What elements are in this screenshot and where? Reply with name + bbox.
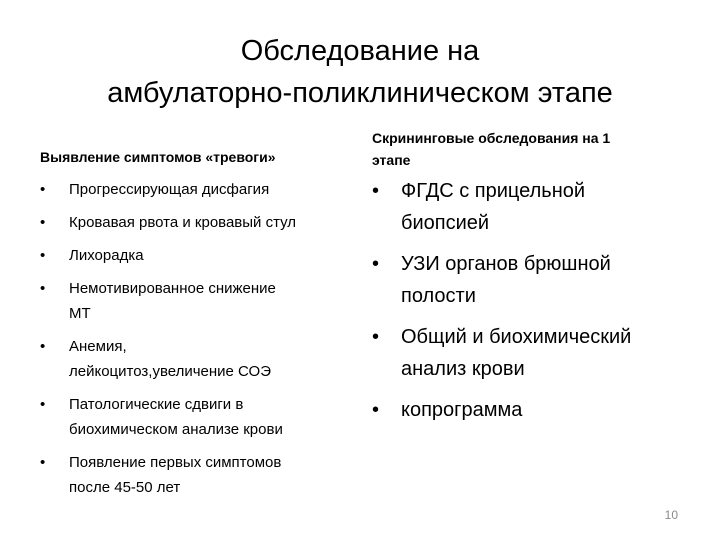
bullet-icon: • xyxy=(372,253,380,275)
list-item-text: лейкоцитоз,увеличение СОЭ xyxy=(69,363,271,380)
screening-list xyxy=(372,175,672,435)
bullet-icon: • xyxy=(40,214,46,231)
right-column-heading-line-2: этапе xyxy=(372,152,411,168)
bullet-icon: • xyxy=(372,399,380,421)
list-item-text: Патологические сдвиги в xyxy=(69,396,244,413)
list-item-text: копрограмма xyxy=(401,399,523,421)
list-item-text: Появление первых симптомов xyxy=(69,454,282,471)
list-item xyxy=(40,177,360,202)
list-item xyxy=(372,394,672,426)
bullet-icon: • xyxy=(40,454,46,471)
list-item-text: ФГДС с прицельной xyxy=(401,180,586,202)
list-item-text: УЗИ органов брюшной xyxy=(401,253,611,275)
list-item-text: полости xyxy=(401,285,476,307)
list-item xyxy=(40,392,360,442)
slide-title-line-2: амбулаторно-поликлиническом этапе xyxy=(107,77,613,109)
list-item xyxy=(372,175,672,239)
bullet-icon: • xyxy=(40,396,46,413)
list-item-text: МТ xyxy=(69,305,91,322)
alarm-symptoms-list xyxy=(40,177,360,508)
left-column-heading: Выявление симптомов «тревоги» xyxy=(40,149,276,165)
list-item-text: анализ крови xyxy=(401,358,525,380)
bullet-icon: • xyxy=(40,338,46,355)
list-item xyxy=(372,248,672,312)
list-item xyxy=(40,243,360,268)
list-item-text: Прогрессирующая дисфагия xyxy=(69,181,270,198)
bullet-icon: • xyxy=(372,326,380,348)
list-item-text: биохимическом анализе крови xyxy=(69,421,283,438)
list-item-text: Лихорадка xyxy=(69,247,144,264)
bullet-icon: • xyxy=(40,280,46,297)
list-item-text: после 45-50 лет xyxy=(69,479,181,496)
bullet-icon: • xyxy=(40,247,46,264)
list-item xyxy=(40,450,360,500)
list-item-text: Немотивированное снижение xyxy=(69,280,276,297)
page-number: 10 xyxy=(664,508,678,522)
list-item xyxy=(40,276,360,326)
right-column-heading-line-1: Скрининговые обследования на 1 xyxy=(372,130,611,146)
list-item xyxy=(40,210,360,235)
right-column-heading xyxy=(372,127,672,171)
list-item-text: Общий и биохимический xyxy=(401,326,632,348)
list-item xyxy=(372,321,672,385)
slide-title-line-1: Обследование на xyxy=(240,35,480,67)
slide-title xyxy=(40,30,680,114)
list-item-text: Кровавая рвота и кровавый стул xyxy=(69,214,297,231)
list-item xyxy=(40,334,360,384)
bullet-icon: • xyxy=(40,181,46,198)
list-item-text: Анемия, xyxy=(69,338,127,355)
list-item-text: биопсией xyxy=(401,212,490,234)
bullet-icon: • xyxy=(372,180,380,202)
